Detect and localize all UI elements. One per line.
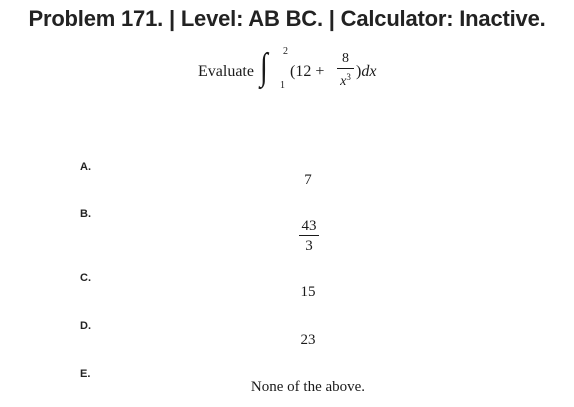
- page-title: Problem 171. | Level: AB BC. | Calculator: Inactive.: [28, 6, 546, 31]
- choice-value-d: 23: [300, 332, 316, 348]
- integral-sign-icon: ∫: [260, 46, 268, 88]
- integral-lower-limit: 1: [280, 80, 285, 91]
- fraction-denominator: [337, 70, 354, 89]
- choice-b-fraction-bar: [299, 235, 319, 236]
- choice-letter-d: D.: [80, 320, 91, 332]
- choice-letter-e: E.: [80, 368, 91, 380]
- question: [198, 46, 398, 96]
- integrand-close-paren: ): [356, 63, 362, 80]
- fraction-denominator-var: x: [340, 74, 347, 89]
- fraction-bar: [337, 68, 354, 69]
- integral-upper-limit: 2: [283, 46, 288, 57]
- choice-value-a: 7: [304, 172, 312, 188]
- integrand-open: (12 +: [290, 63, 325, 80]
- choice-letter-a: A.: [80, 161, 91, 173]
- fraction-numerator: 8: [342, 51, 349, 66]
- integrand-close: [356, 63, 376, 81]
- choice-value-b: [299, 218, 319, 254]
- differential: dx: [361, 63, 377, 80]
- choice-b-numerator: 43: [301, 218, 317, 234]
- question-prompt: Evaluate: [198, 63, 254, 80]
- choice-value-e: None of the above.: [250, 379, 366, 395]
- choice-letter-c: C.: [80, 272, 91, 284]
- choice-value-c: 15: [300, 284, 316, 300]
- choice-letter-b: B.: [80, 208, 91, 220]
- choice-b-denominator: 3: [305, 238, 313, 254]
- fraction-denominator-exp: 3: [346, 72, 351, 82]
- integrand-fraction: [337, 52, 354, 89]
